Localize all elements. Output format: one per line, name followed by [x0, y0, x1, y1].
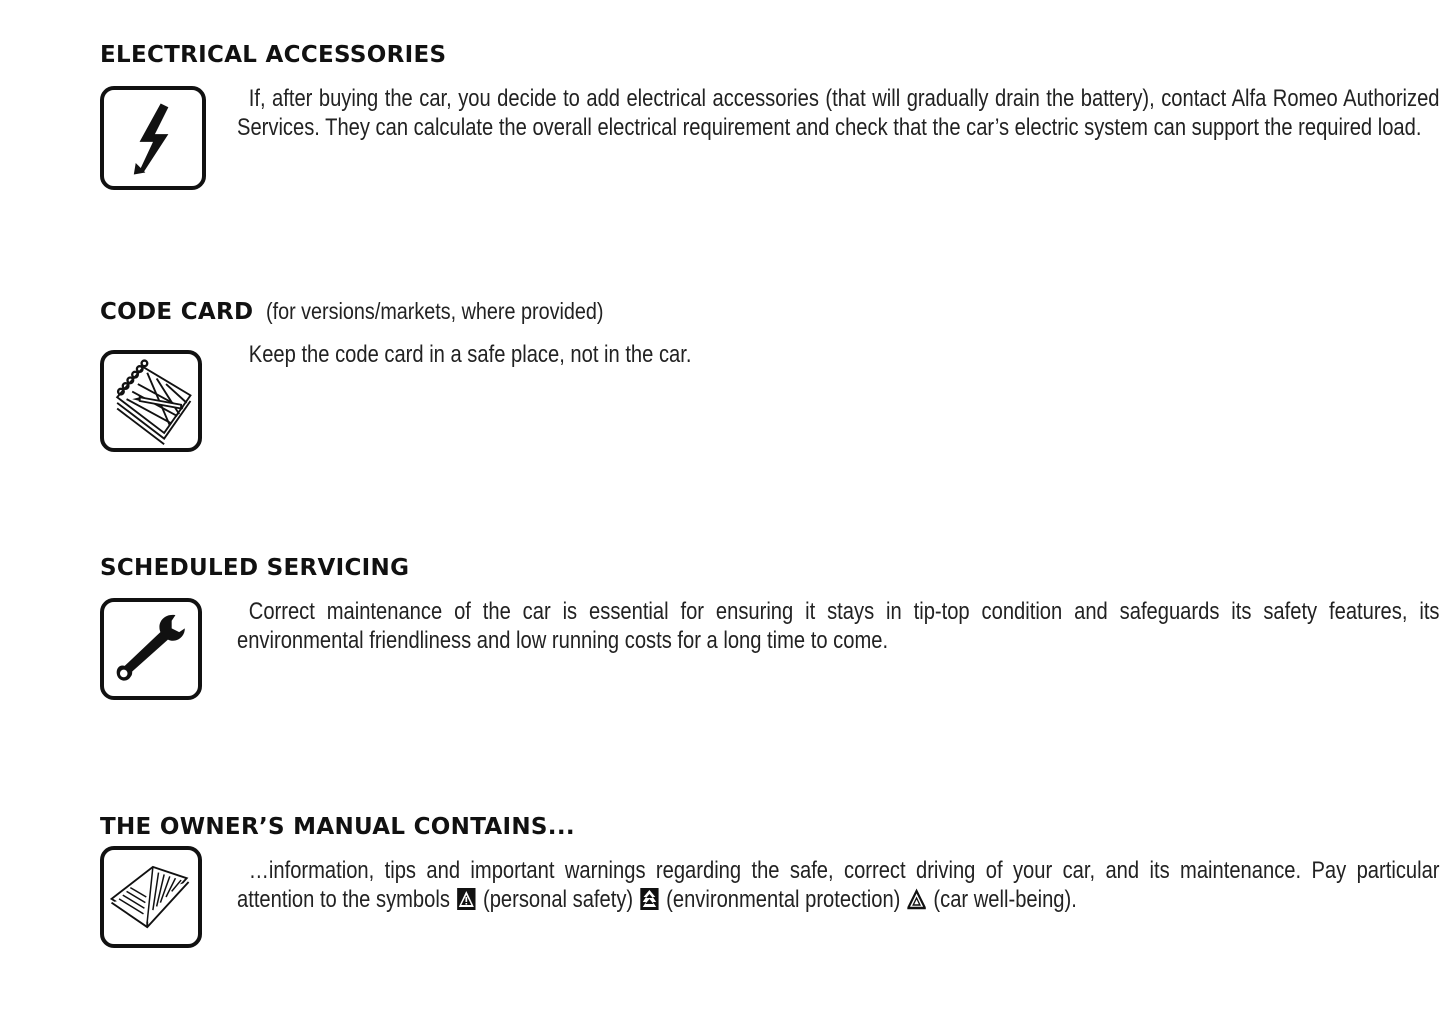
owners-manual-text-part2: (personal safety) [482, 886, 634, 913]
section-body-text [237, 856, 1440, 914]
section-scheduled-servicing [100, 553, 1440, 713]
section-electrical-accessories [100, 40, 1440, 200]
section-body-text [237, 340, 1440, 369]
section-owners-manual [100, 812, 1440, 992]
wrench-icon [104, 602, 198, 696]
lightning-icon [104, 90, 202, 186]
owners-manual-text-part1: …information, tips and important warnings regarding the safe, correct driving of your car, and its maintenance. Pay particular attention to the symbols [237, 857, 1440, 913]
open-book-icon [104, 850, 198, 944]
section-body-text [237, 84, 1440, 142]
heading-title: CODE CARD [100, 299, 254, 325]
owners-manual-text-part3: (environmental protection) [666, 886, 901, 913]
section-heading: ELECTRICAL ACCESSORIES [100, 42, 447, 68]
scheduled-servicing-text: Correct maintenance of the car is essential for ensuring it stays in tip-top condition and safeguards its safety features, its environmental friendliness and low running costs for a long time to come. [237, 598, 1440, 654]
section-heading: THE OWNER’S MANUAL CONTAINS... [100, 814, 575, 840]
car-wellbeing-triangle-icon [908, 888, 926, 910]
electrical-accessories-text: If, after buying the car, you decide to add electrical accessories (that will gradually drain the battery), contact Alfa Romeo Authorized Services. They can calculate the overall electrical requirement and check that the car’s electric system can support the required load. [237, 85, 1440, 141]
personal-safety-warning-icon [457, 888, 475, 910]
notebook-pencil-icon-box [100, 350, 202, 452]
lightning-icon-box [100, 86, 206, 190]
section-heading [100, 296, 1340, 327]
heading-subtitle: (for versions/markets, where provided) [265, 298, 604, 324]
environmental-protection-icon [640, 888, 658, 910]
section-heading: SCHEDULED SERVICING [100, 555, 410, 581]
open-book-icon-box [100, 846, 202, 948]
section-body-text [237, 597, 1440, 655]
wrench-icon-box [100, 598, 202, 700]
section-code-card [100, 296, 1340, 456]
code-card-text: Keep the code card in a safe place, not in the car. [248, 341, 692, 368]
owners-manual-text-part4: (car well-being). [933, 886, 1077, 913]
notebook-pencil-icon [104, 354, 198, 448]
owners-manual-text [237, 856, 1440, 914]
